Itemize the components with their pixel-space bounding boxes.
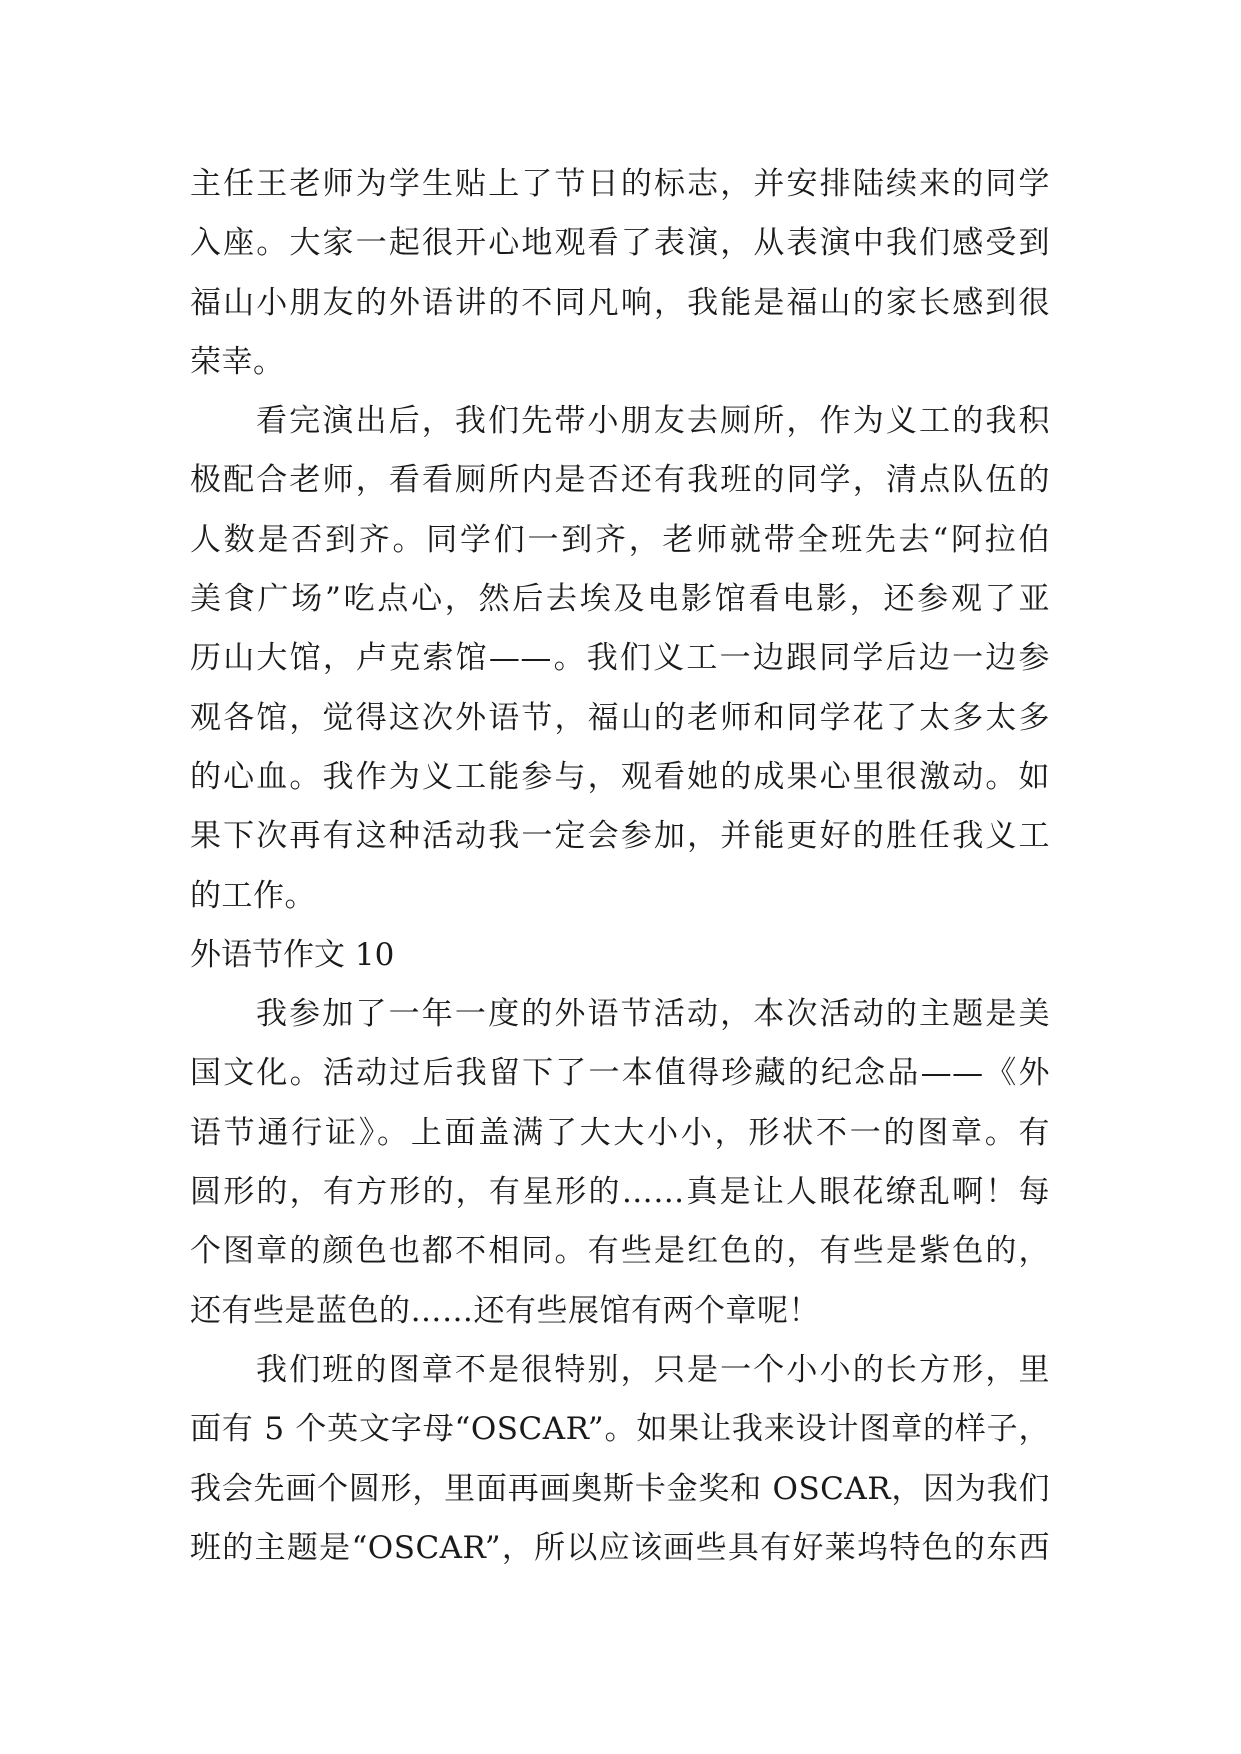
paragraph-continuation [190,155,1050,392]
paragraph [190,392,1050,926]
section-heading [190,926,1050,985]
text-line: 我们班的图章不是很特别，只是一个小小的长方形，里 [256,1351,1050,1388]
text-line: 面有 5 个英文字母“OSCAR”。如果让我来设计图章的样子， [190,1411,1050,1448]
text-line: 荣幸。 [190,343,285,380]
text-line: 个图章的颜色也都不相同。有些是红色的，有些是紫色的， [190,1233,1050,1270]
text-line: 我会先画个圆形，里面再画奥斯卡金奖和 OSCAR，因为我们 [190,1470,1050,1507]
text-line: 福山小朋友的外语讲的不同凡响，我能是福山的家长感到很 [190,284,1050,321]
text-line: 入座。大家一起很开心地观看了表演，从表演中我们感受到 [190,225,1050,262]
text-line: 历山大馆，卢克索馆——。我们义工一边跟同学后边一边参 [190,640,1050,677]
text-line: 观各馆，觉得这次外语节，福山的老师和同学花了太多太多 [190,699,1050,736]
text-body [190,155,1050,1578]
text-line: 圆形的，有方形的，有星形的……真是让人眼花缭乱啊！每 [190,1174,1050,1211]
text-line: 主任王老师为学生贴上了节日的标志，并安排陆续来的同学 [190,166,1050,202]
text-line: 美食广场”吃点心，然后去埃及电影馆看电影，还参观了亚 [190,581,1050,618]
text-line: 语节通行证》。上面盖满了大大小小，形状不一的图章。有 [190,1114,1050,1151]
text-line: 还有些是蓝色的……还有些展馆有两个章呢！ [190,1292,820,1329]
paragraph [190,1341,1050,1578]
text-line: 我参加了一年一度的外语节活动，本次活动的主题是美 [256,996,1050,1033]
text-line: 的工作。 [190,877,316,914]
text-line: 果下次再有这种活动我一定会参加，并能更好的胜任我义工 [190,818,1050,855]
section-title: 外语节作文 10 [190,936,395,973]
text-line: 人数是否到齐。同学们一到齐，老师就带全班先去“阿拉伯 [190,521,1050,558]
text-line: 国文化。活动过后我留下了一本值得珍藏的纪念品——《外 [190,1055,1050,1092]
text-line: 班的主题是“OSCAR”，所以应该画些具有好莱坞特色的东西 [190,1529,1050,1566]
paragraph [190,985,1050,1341]
text-line: 看完演出后，我们先带小朋友去厕所，作为义工的我积 [256,403,1050,440]
text-line: 极配合老师，看看厕所内是否还有我班的同学，清点队伍的 [190,462,1050,499]
text-line: 的心血。我作为义工能参与，观看她的成果心里很激动。如 [190,758,1050,795]
